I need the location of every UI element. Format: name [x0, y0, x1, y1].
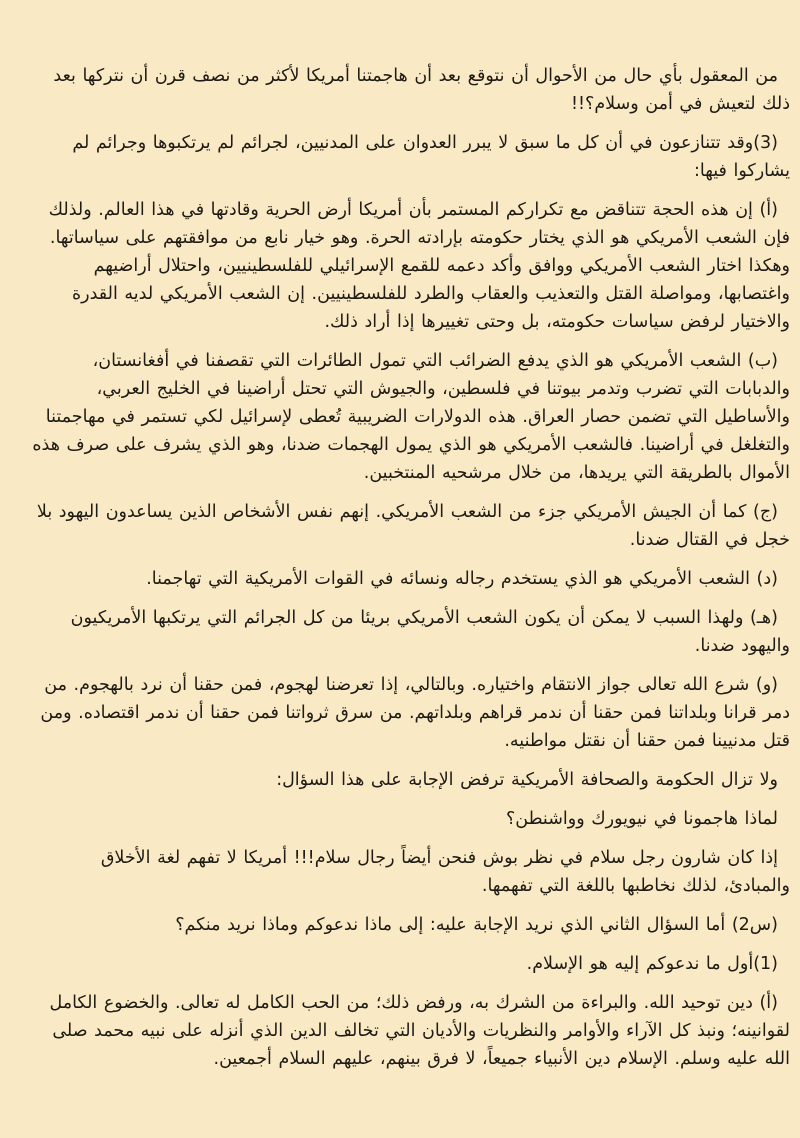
- paragraph-remark: إذا كان شارون رجل سلام في نظر بوش فنحن أيضاً رجال سلام!!! أمريكا لا تفهم لغة الأخلاق والمبادئ، لذلك نخاطبها باللغة التي تفهمها.: [100, 848, 790, 896]
- paragraph-point-3-d: (د) الشعب الأمريكي هو الذي يستخدم رجاله ونسائه في القوات الأمريكية التي تهاجمنا.: [146, 569, 778, 589]
- paragraph-point-3-c: (ج) كما أن الجيش الأمريكي جزء من الشعب الأمريكي. إنهم نفس الأشخاص الذين يساعدون اليهود بلا خجل في القتال ضدنا.: [36, 502, 790, 550]
- paragraph-point-3: (3)وقد تتنازعون في أن كل ما سبق لا يبرر العدوان على المدنيين، لجرائم لم يرتكبوها وجرائم لم يشاركوا فيها:: [72, 133, 790, 181]
- paragraph-point-3-a: (أ) إن هذه الحجة تتناقض مع تكراركم المستمر بأن أمريكا أرض الحرية وقادتها في هذا العالم. ولذلك فإن الشعب الأمريكي هو الذي يختار حكومته بإرادته الحرة. وهو خيار نابع من موافقتهم على سياساتها. وهكذا اختار الشعب الأمريكي ووافق وأكد دعمه للقمع الإسرائيلي للفلسطينيين، واحتلال أراضيهم واغتصابها، ومواصلة القتل والتعذيب والعقاب والطرد للفلسطينيين. إن الشعب الأمريكي لديه القدرة والاختيار لرفض سياسات حكومته، بل وحتى تغييرها إذا أراد ذلك.: [48, 200, 790, 332]
- paragraph-statement: ولا تزال الحكومة والصحافة الأمريكية ترفض الإجابة على هذا السؤال:: [276, 770, 778, 790]
- paragraph-point-3-b: (ب) الشعب الأمريكي هو الذي يدفع الضرائب التي تمول الطائرات التي تقصفنا في أفغانستان، والدبابات التي تضرب وتدمر بيوتنا في فلسطين، والجيوش التي تحتل أراضينا في الخليج العربي، والأساطيل التي تضمن حصار العراق. هذه الدولارات الضريبية تُعطى لإسرائيل لكي تستمر في مهاجمتنا والتغلغل في أراضينا. فالشعب الأمريكي هو الذي يمول الهجمات ضدنا، وهو الذي يشرف على صرف هذه الأموال بالطريقة التي يريدها، من خلال مرشحيه المنتخبين.: [32, 351, 790, 483]
- paragraph-point-3-e: (هـ) ولهذا السبب لا يمكن أن يكون الشعب الأمريكي بريئا من كل الجرائم التي يرتكبها الأمريكيون واليهود ضدنا.: [70, 608, 790, 656]
- paragraph-question: لماذا هاجمونا في نيويورك وواشنطن؟: [505, 809, 778, 829]
- paragraph-point-1-a: (أ) دين توحيد الله. والبراءة من الشرك به، ورفض ذلك؛ من الحب الكامل له تعالى. والخضوع الكامل لقوانينه؛ ونبذ كل الآراء والأوامر والنظريات والأديان التي تخالف الدين الذي أنزله على نبيه محمد صلى الله عليه وسلم. الإسلام دين الأنبياء جميعاً، لا فرق بينهم، عليهم السلام أجمعين.: [49, 993, 790, 1069]
- paragraph-point-1: (1)أول ما ندعوكم إليه هو الإسلام.: [526, 954, 778, 974]
- paragraph-continuation: من المعقول بأي حال من الأحوال أن نتوقع بعد أن هاجمتنا أمريكا لأكثر من نصف قرن أن نتركها بعد ذلك لتعيش في أمن وسلام؟!!: [53, 66, 790, 114]
- paragraph-question-2-heading: (س2) أما السؤال الثاني الذي نريد الإجابة عليه: إلى ماذا ندعوكم وماذا نريد منكم؟: [175, 915, 778, 935]
- paragraph-point-3-f: (و) شرع الله تعالى جواز الانتقام واختياره. وبالتالي، إذا تعرضنا لهجوم، فمن حقنا أن نرد بالهجوم. من دمر قرانا وبلداتنا فمن حقنا أن ندمر قراهم وبلداتهم. من سرق ثرواتنا فمن حقنا أن ندمر اقتصاده. ومن قتل مدنيينا فمن حقنا أن نقتل مواطنيه.: [40, 675, 790, 751]
